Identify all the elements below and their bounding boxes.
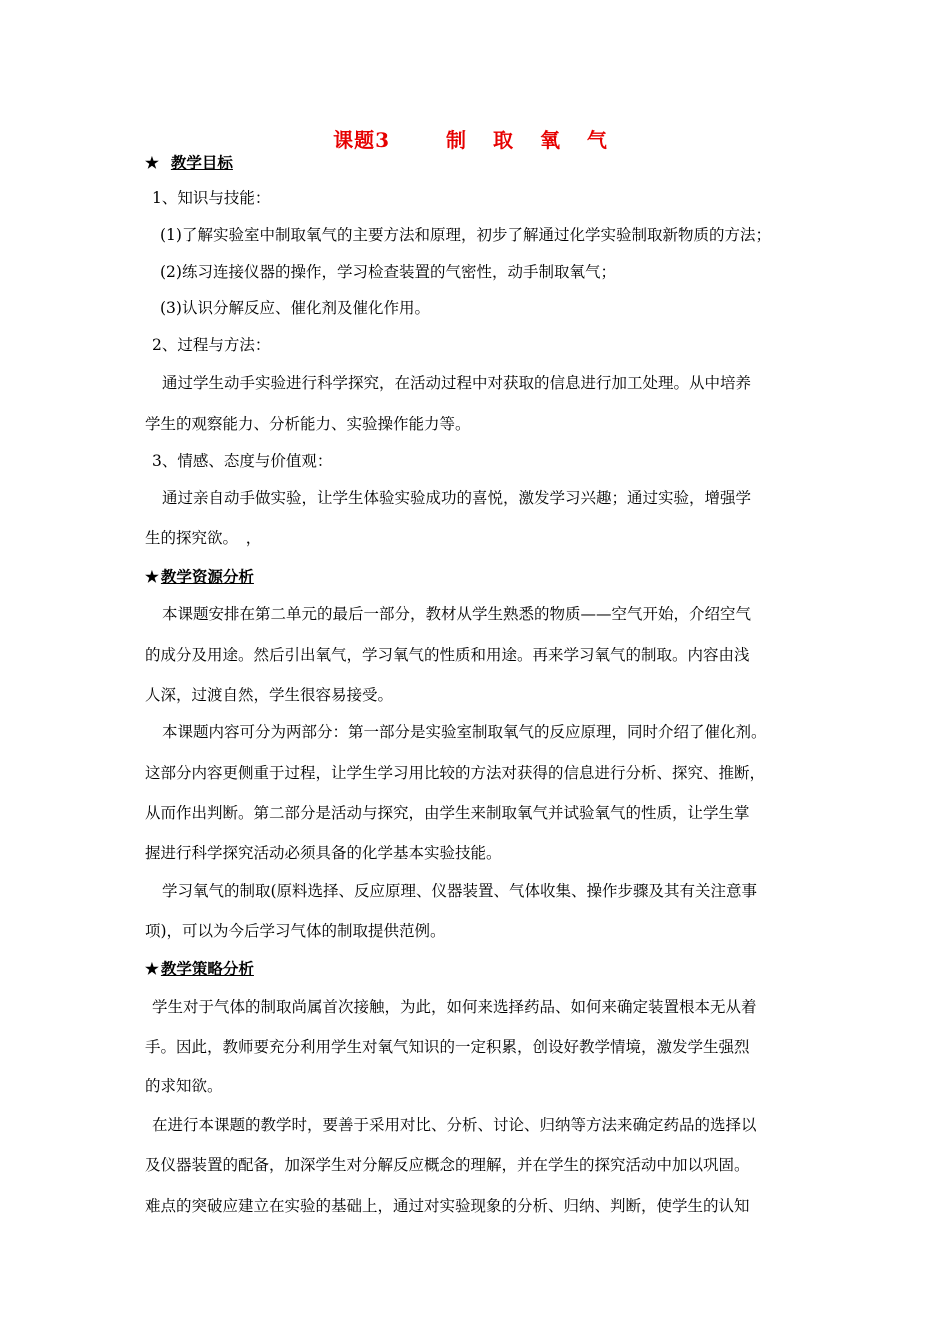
lesson-number: 课题3 xyxy=(333,128,391,152)
paragraph-line: 2、过程与方法： xyxy=(152,336,271,354)
paragraph-line: 握进行科学探究活动必须具备的化学基本实验技能。 xyxy=(145,844,502,862)
section-heading-text: 教学策略分析 xyxy=(160,959,254,978)
paragraph-line: 手。因此，教师要充分利用学生对氧气知识的一定积累，创设好教学情境，激发学生强烈 xyxy=(145,1038,750,1056)
paragraph-line: 本课题安排在第二单元的最后一部分，教材从学生熟悉的物质——空气开始，介绍空气 xyxy=(162,605,752,623)
paragraph-line: 及仪器装置的配备，加深学生对分解反应概念的理解，并在学生的探究活动中加以巩固。 xyxy=(145,1156,750,1174)
section-heading-text: 教学资源分析 xyxy=(160,567,254,586)
lesson-topic: 制 取 氧 气 xyxy=(446,128,617,152)
paragraph-line: 这部分内容更侧重于过程，让学生学习用比较的方法对获得的信息进行分析、探究、推断， xyxy=(145,764,766,782)
star-icon: ★ xyxy=(145,959,159,978)
paragraph-line: 通过学生动手实验进行科学探究，在活动过程中对获取的信息进行加工处理。从中培养 xyxy=(162,374,752,392)
paragraph-line: (3)认识分解反应、催化剂及催化作用。 xyxy=(160,299,430,317)
paragraph-line: (1)了解实验室中制取氧气的主要方法和原理，初步了解通过化学实验制取新物质的方法； xyxy=(160,226,771,244)
paragraph-line: 通过亲自动手做实验，让学生体验实验成功的喜悦，激发学习兴趣；通过实验，增强学 xyxy=(162,489,752,507)
paragraph-line: 学习氧气的制取(原料选择、反应原理、仪器装置、气体收集、操作步骤及其有关注意事 xyxy=(162,882,758,900)
paragraph-line: 3、情感、态度与价值观： xyxy=(152,452,333,470)
paragraph-line: 的求知欲。 xyxy=(145,1077,223,1095)
paragraph-line: 人深，过渡自然，学生很容易接受。 xyxy=(145,686,394,704)
paragraph-line: 1、知识与技能： xyxy=(152,189,271,207)
paragraph-line: 生的探究欲。 ， xyxy=(145,529,262,547)
paragraph-line: 的成分及用途。然后引出氧气，学习氧气的性质和用途。再来学习氧气的制取。内容由浅 xyxy=(145,646,750,664)
paragraph-line: 项)，可以为今后学习气体的制取提供范例。 xyxy=(145,922,446,940)
section-heading-text: 教学目标 xyxy=(170,153,233,172)
paragraph-line: 在进行本课题的教学时，要善于采用对比、分析、讨论、归纳等方法来确定药品的选择以 xyxy=(152,1116,757,1134)
section-heading-resources xyxy=(145,566,254,588)
paragraph-line: 学生对于气体的制取尚属首次接触，为此，如何来选择药品、如何来确定装置根本无从着 xyxy=(152,998,757,1016)
paragraph-line: 本课题内容可分为两部分：第一部分是实验室制取氧气的反应原理，同时介绍了催化剂。 xyxy=(162,723,767,741)
section-heading-goals xyxy=(145,152,233,174)
section-heading-strategy xyxy=(145,958,254,980)
star-icon: ★ xyxy=(145,567,159,586)
paragraph-line: 学生的观察能力、分析能力、实验操作能力等。 xyxy=(145,415,471,433)
paragraph-line: 从而作出判断。第二部分是活动与探究，由学生来制取氧气并试验氧气的性质，让学生掌 xyxy=(145,804,750,822)
star-icon: ★ xyxy=(145,153,159,172)
page-title xyxy=(0,124,950,153)
paragraph-line: (2)练习连接仪器的操作，学习检查装置的气密性，动手制取氧气； xyxy=(160,263,616,281)
paragraph-line: 难点的突破应建立在实验的基础上，通过对实验现象的分析、归纳、判断，使学生的认知 xyxy=(145,1197,750,1215)
